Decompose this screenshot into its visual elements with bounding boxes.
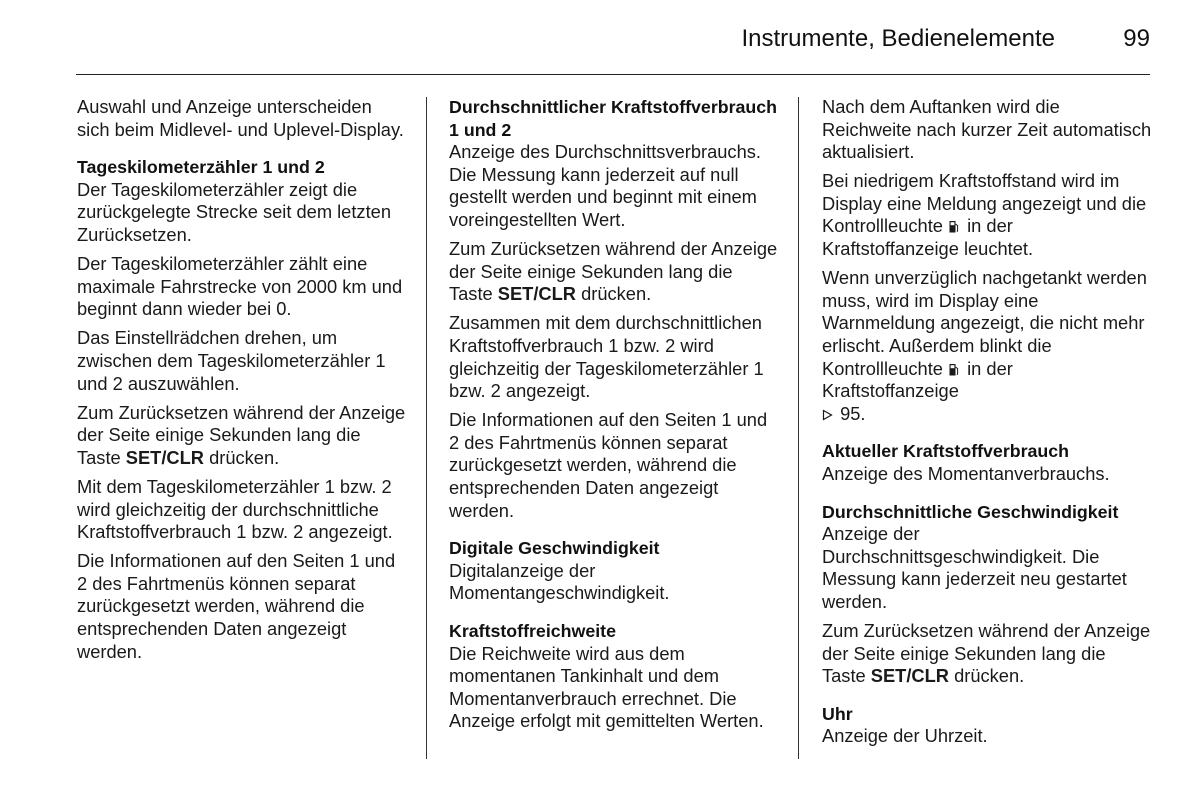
fuel-range-paragraph-1: Die Reichweite wird aus dem momentanen Tankinhalt und dem Momentanverbrauch errechnet. Die Anzeige erfolgt mit gemittelten Werten.: [449, 642, 764, 732]
column-1: [77, 96, 407, 670]
avg-consumption-paragraph-3: Zusammen mit dem durchschnittlichen Kraftstoffverbrauch 1 bzw. 2 wird gleichzeitig der Tageskilometerzähler 1 bzw. 2 angezeigt.: [449, 312, 764, 402]
clock-paragraph: Anzeige der Uhrzeit.: [822, 725, 988, 747]
digital-speed-paragraph: Digitalanzeige der Momentangeschwindigkeit.: [449, 559, 670, 604]
trip-paragraph-5: Mit dem Tageskilometerzähler 1 bzw. 2 wird gleichzeitig der durchschnittliche Kraftstoffverbrauch 1 bzw. 2 angezeigt.: [77, 475, 393, 543]
set-clr-key-label: SET/CLR: [125, 446, 204, 468]
fuel-range-paragraph-4: [822, 267, 1152, 425]
column-divider-2: [798, 97, 799, 759]
section-heading-avg-consumption: Durchschnittlicher Kraftstoffverbrauch 1 und 2: [449, 97, 778, 140]
avg-consumption-reset-text-end: drücken.: [576, 283, 652, 305]
current-consumption-paragraph: Anzeige des Momentanverbrauchs.: [822, 462, 1110, 484]
page-number: 99: [1123, 25, 1150, 52]
avg-consumption-paragraph-2: [449, 238, 779, 306]
page-title: Instrumente, Bedienelemente: [741, 25, 1055, 52]
column-2: [449, 96, 779, 739]
column-divider-1: [426, 97, 427, 759]
avg-speed-reset-text-end: drücken.: [949, 665, 1025, 687]
fuel-pump-icon: [949, 216, 959, 229]
urgent-refuel-text: Wenn unverzüglich nachgetankt werden muss, wird im Display eine Warnmeldung angezeigt, die nicht mehr erlischt. Außerdem blinkt die Kontrollleuchte: [822, 267, 1147, 379]
low-fuel-text-end: in der Kraftstoffanzeige leuchtet.: [822, 215, 1034, 260]
trip-reset-text: Zum Zurücksetzen während der Anzeige der Seite einige Sekunden lang die Taste: [77, 401, 406, 468]
header-divider: [76, 74, 1150, 75]
avg-speed-paragraph-1: Anzeige der Durchschnittsgeschwindigkeit. Die Messung kann jederzeit neu gestartet werden.: [822, 523, 1127, 612]
intro-paragraph: Auswahl und Anzeige unterscheiden sich beim Midlevel- und Uplevel-Display.: [77, 96, 404, 140]
trip-paragraph-2: Der Tageskilometerzähler zählt eine maximale Fahrstrecke von 2000 km und beginnt dann wieder bei 0.: [77, 253, 403, 320]
section-heading-current-consumption: Aktueller Kraftstoffverbrauch: [822, 441, 1070, 462]
section-heading-digital-speed: Digitale Geschwindigkeit: [449, 538, 660, 559]
page-reference-link[interactable]: 95.: [840, 402, 866, 424]
avg-consumption-paragraph-4: Die Informationen auf den Seiten 1 und 2 des Fahrtmenüs können separat zurückgesetzt werden, während die entsprechenden Daten angezeigt werden.: [449, 409, 768, 521]
trip-paragraph-1: Der Tageskilometerzähler zeigt die zurückgelegte Strecke seit dem letzten Zurücksetzen.: [77, 178, 391, 245]
fuel-pump-icon: [949, 359, 959, 372]
fuel-range-paragraph-2: Nach dem Auftanken wird die Reichweite nach kurzer Zeit automatisch aktualisiert.: [822, 96, 1152, 163]
section-heading-clock: Uhr: [822, 703, 853, 724]
trip-paragraph-6: Die Informationen auf den Seiten 1 und 2 des Fahrtmenüs können separat zurückgesetzt werden, während die entsprechenden Daten angezeigt werden.: [77, 550, 396, 662]
section-heading-trip-odometer: Tageskilometerzähler 1 und 2: [77, 157, 325, 178]
trip-paragraph-3: Das Einstellrädchen drehen, um zwischen dem Tageskilometerzähler 1 und 2 auszuwählen.: [77, 327, 386, 394]
avg-speed-reset-text: Zum Zurücksetzen während der Anzeige der Seite einige Sekunden lang die Taste: [822, 619, 1151, 687]
trip-paragraph-4: [77, 402, 407, 470]
section-heading-fuel-range: Kraftstoffreichweite: [449, 620, 616, 641]
column-3: [822, 96, 1152, 754]
avg-consumption-paragraph-1: Anzeige des Durchschnittsverbrauchs. Die Messung kann jederzeit auf null gestellt werden und beginnt mit einem voreingestellten Wert.: [449, 141, 761, 230]
set-clr-key-label: SET/CLR: [870, 665, 949, 687]
urgent-refuel-text-mid: in der Kraftstoffanzeige: [822, 357, 1013, 402]
section-heading-avg-speed: Durchschnittliche Geschwindigkeit: [822, 501, 1119, 522]
low-fuel-text: Bei niedrigem Kraftstoffstand wird im Display eine Meldung angezeigt und die Kontrollleuchte: [822, 170, 1147, 237]
avg-speed-paragraph-2: [822, 620, 1152, 688]
set-clr-key-label: SET/CLR: [497, 283, 576, 305]
avg-consumption-reset-text: Zum Zurücksetzen während der Anzeige der Seite einige Sekunden lang die Taste: [449, 238, 778, 305]
triangle-pointer-icon: [822, 404, 833, 416]
fuel-range-paragraph-3: [822, 170, 1152, 260]
trip-reset-text-end: drücken.: [204, 446, 280, 468]
